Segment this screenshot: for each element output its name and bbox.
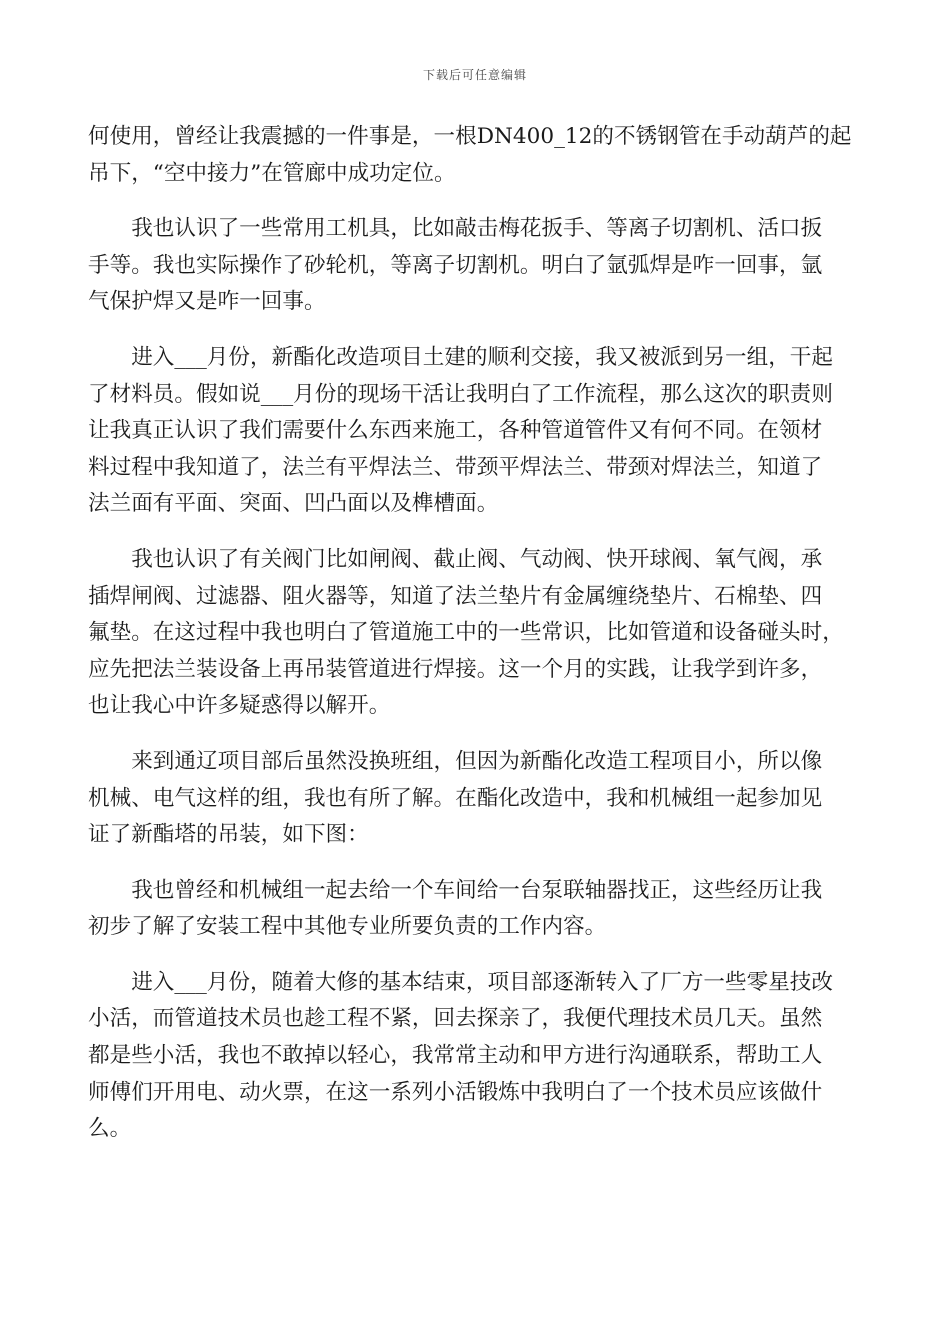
- paragraph-3: [88, 340, 866, 523]
- text-line: 机械、电气这样的组，我也有所了解。在酯化改造中，我和机械组一起参加见: [88, 785, 823, 811]
- text-line: 小活，而管道技术员也趁工程不紧，回去探亲了，我便代理技术员几天。虽然: [88, 1006, 823, 1032]
- text-line: 应先把法兰装设备上再吊装管道进行焊接。这一个月的实践，让我学到许多，: [88, 656, 823, 682]
- document-body: [88, 119, 866, 1167]
- text-line: 了材料员。假如说___月份的现场干活让我明白了工作流程，那么这次的职责则: [88, 381, 833, 407]
- paragraph-1: [88, 119, 866, 192]
- text-line: 我也认识了有关阀门比如闸阀、截止阀、气动阀、快开球阀、氧气阀，承: [131, 546, 823, 572]
- text-line: 来到通辽项目部后虽然没换班组，但因为新酯化改造工程项目小，所以像: [131, 748, 823, 774]
- paragraph-5: [88, 744, 866, 854]
- text-line: 料过程中我知道了，法兰有平焊法兰、带颈平焊法兰、带颈对焊法兰，知道了: [88, 454, 823, 480]
- text-line: 气保护焊又是咋一回事。: [88, 289, 326, 315]
- text-line: 我也认识了一些常用工机具，比如敲击梅花扳手、等离子切割机、活口扳: [131, 216, 823, 242]
- paragraph-2: [88, 211, 866, 321]
- text-line: 都是些小活，我也不敢掉以轻心，我常常主动和甲方进行沟通联系，帮助工人: [88, 1043, 823, 1069]
- text-line: 师傅们开用电、动火票，在这一系列小活锻炼中我明白了一个技术员应该做什: [88, 1079, 823, 1105]
- text-line: 插焊闸阀、过滤器、阻火器等，知道了法兰垫片有金属缠绕垫片、石棉垫、四: [88, 583, 823, 609]
- text-line: 让我真正认识了我们需要什么东西来施工，各种管道管件又有何不同。在领材: [88, 418, 823, 444]
- text-line: 证了新酯塔的吊装，如下图：: [88, 822, 369, 848]
- text-line: 手等。我也实际操作了砂轮机，等离子切割机。明白了氩弧焊是咋一回事，氩: [88, 252, 823, 278]
- text-line: 初步了解了安装工程中其他专业所要负责的工作内容。: [88, 914, 607, 940]
- text-line: 氟垫。在这过程中我也明白了管道施工中的一些常识，比如管道和设备碰头时，: [88, 620, 844, 646]
- page-header: 下载后可任意编辑: [422, 68, 527, 82]
- text-line: 么。: [88, 1116, 132, 1142]
- text-line: 我也曾经和机械组一起去给一个车间给一台泵联轴器找正，这些经历让我: [131, 877, 823, 903]
- text-line: 吊下，“空中接力”在管廊中成功定位。: [88, 160, 456, 186]
- text-line: 进入___月份，新酯化改造项目土建的顺利交接，我又被派到另一组，干起: [131, 344, 833, 370]
- text-line: 进入___月份，随着大修的基本结束，项目部逐渐转入了厂方一些零星技改: [131, 969, 833, 995]
- text-line: 法兰面有平面、突面、凹凸面以及榫槽面。: [88, 491, 499, 517]
- paragraph-7: [88, 965, 866, 1148]
- text-line: 也让我心中许多疑惑得以解开。: [88, 693, 391, 719]
- text-line: 何使用，曾经让我震撼的一件事是，一根DN400_12的不锈钢管在手动葫芦的起: [88, 124, 852, 149]
- paragraph-4: [88, 542, 866, 725]
- paragraph-6: [88, 873, 866, 946]
